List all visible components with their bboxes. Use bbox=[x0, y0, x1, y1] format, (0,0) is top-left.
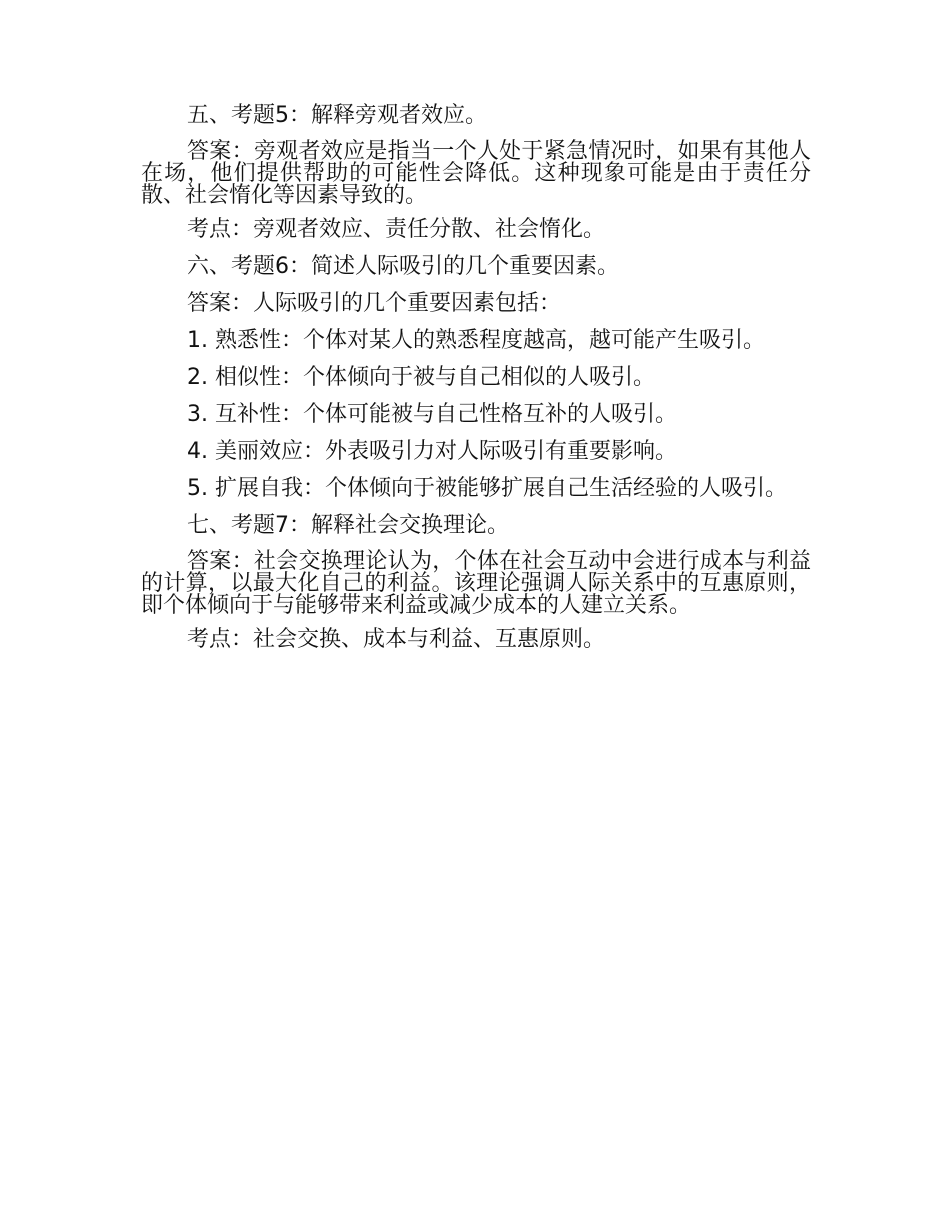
question-6-answer-intro: 答案：人际吸引的几个重要因素包括： bbox=[187, 291, 562, 316]
question-6-factor-3: 3. 互补性：个体可能被与自己性格互补的人吸引。 bbox=[187, 402, 677, 427]
question-6-factor-1: 1. 熟悉性：个体对某人的熟悉程度越高，越可能产生吸引。 bbox=[187, 328, 765, 353]
question-6-factor-2: 2. 相似性：个体倾向于被与自己相似的人吸引。 bbox=[187, 365, 655, 390]
question-6-factor-5: 5. 扩展自我：个体倾向于被能够扩展自己生活经验的人吸引。 bbox=[187, 476, 787, 501]
question-6-factor-4: 4. 美丽效应：外表吸引力对人际吸引有重要影响。 bbox=[187, 439, 677, 464]
document-body bbox=[141, 104, 811, 665]
question-7-answer: 答案：社会交换理论认为，个体在社会互动中会进行成本与利益的计算，以最大化自己的利益。该理论强调人际关系中的互惠原则，即个体倾向于与能够带来利益或减少成本的人建立关系。 bbox=[141, 549, 811, 618]
question-7-heading: 七、考题7：解释社会交换理论。 bbox=[187, 513, 509, 538]
question-5-answer: 答案：旁观者效应是指当一个人处于紧急情况时，如果有其他人在场，他们提供帮助的可能性会降低。这种现象可能是由于责任分散、社会惰化等因素导致的。 bbox=[141, 139, 811, 208]
question-7-key-points: 考点：社会交换、成本与利益、互惠原则。 bbox=[187, 627, 606, 652]
question-5-heading: 五、考题5：解释旁观者效应。 bbox=[187, 103, 487, 128]
question-5-key-points: 考点：旁观者效应、责任分散、社会惰化。 bbox=[187, 217, 606, 242]
question-6-heading: 六、考题6：简述人际吸引的几个重要因素。 bbox=[187, 254, 619, 279]
